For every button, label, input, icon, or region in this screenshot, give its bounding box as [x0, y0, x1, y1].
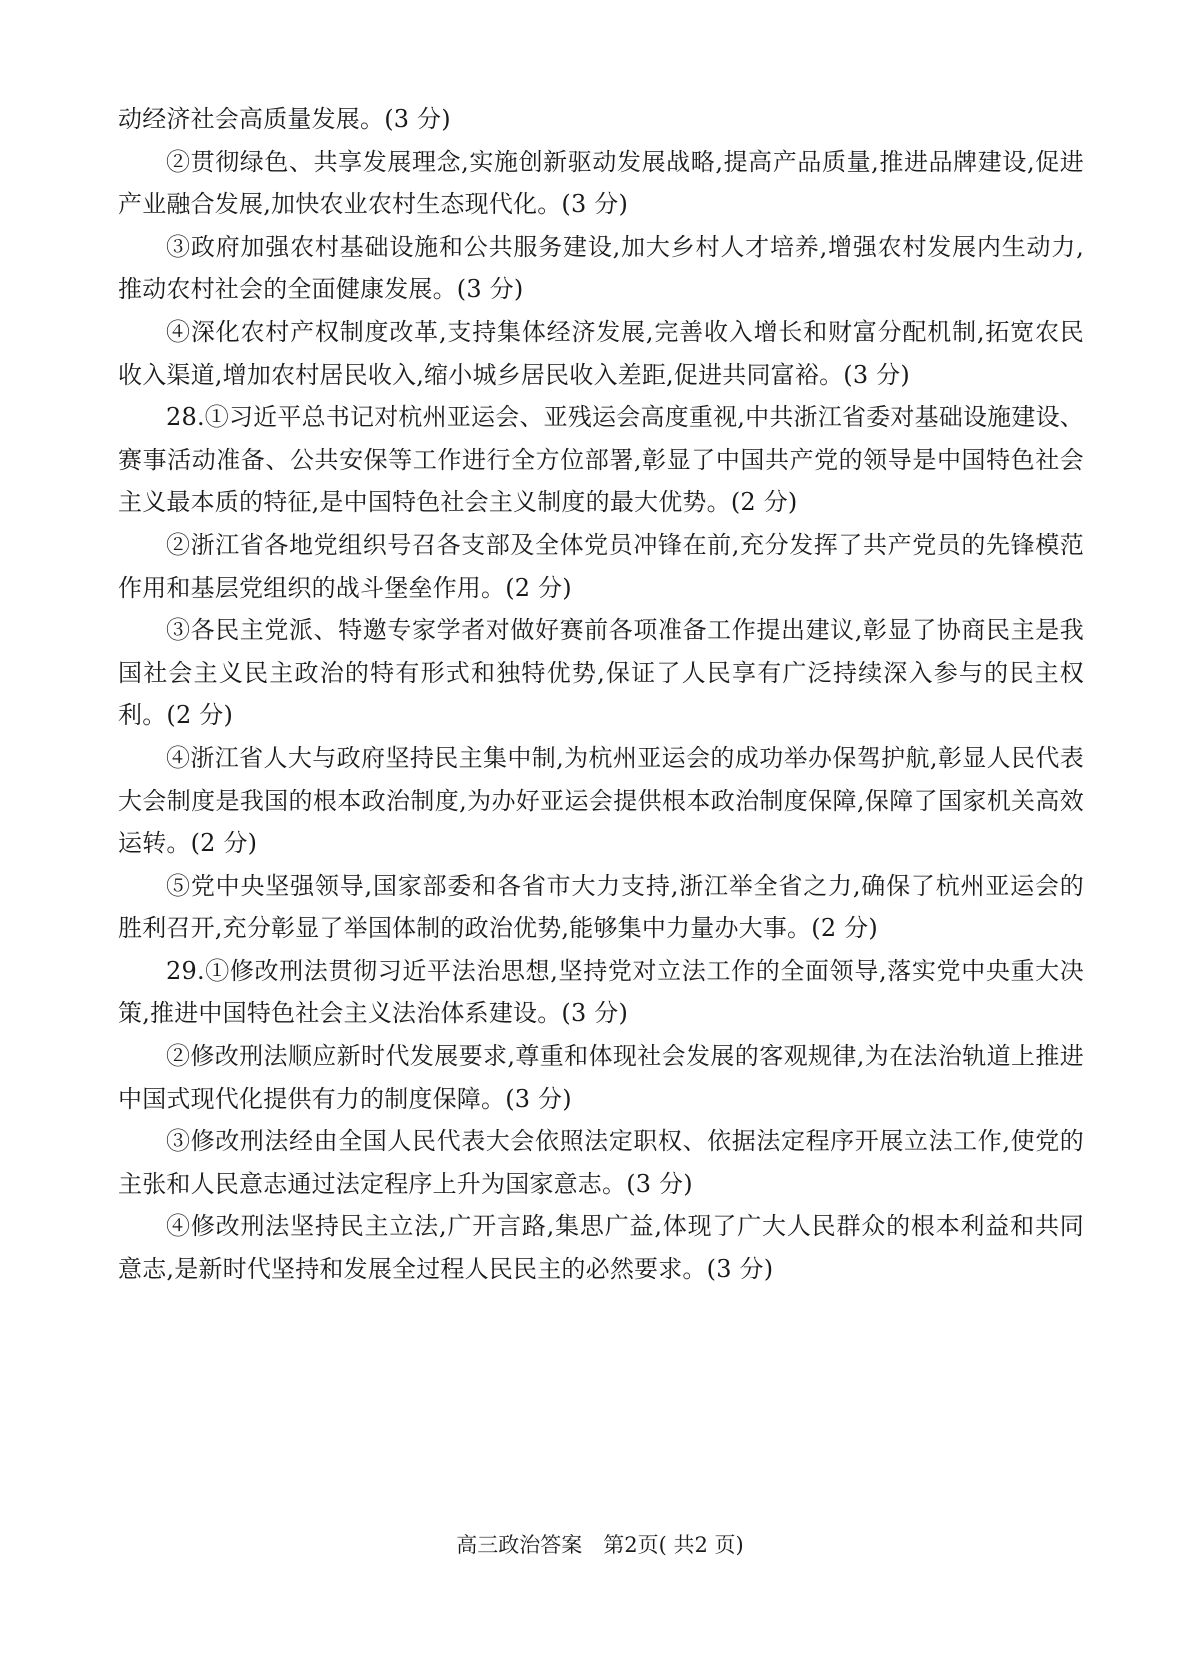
answer-item-28-1: 28.①习近平总书记对杭州亚运会、亚残运会高度重视,中共浙江省委对基础设施建设、赛事活动准备、公共安保等工作进行全方位部署,彰显了中国共产党的领导是中国特色社会主义最本质的特征,是中国特色社会主义制度的最大优势。(2 分) [118, 403, 1084, 517]
answer-item-29-2: ②修改刑法顺应新时代发展要求,尊重和体现社会发展的客观规律,为在法治轨道上推进中国式现代化提供有力的制度保障。(3 分) [118, 1042, 1084, 1113]
answer-item-29-3: ③修改刑法经由全国人民代表大会依照法定职权、依据法定程序开展立法工作,使党的主张和人民意志通过法定程序上升为国家意志。(3 分) [118, 1127, 1084, 1198]
answer-item-28-5: ⑤党中央坚强领导,国家部委和各省市大力支持,浙江举全省之力,确保了杭州亚运会的胜利召开,充分彰显了举国体制的政治优势,能够集中力量办大事。(2 分) [118, 871, 1084, 943]
answer-body [118, 98, 1084, 1291]
paragraph-continuation: 动经济社会高质量发展。(3 分) [118, 105, 451, 133]
answer-item-28-2: ②浙江省各地党组织号召各支部及全体党员冲锋在前,充分发挥了共产党员的先锋模范作用和基层党组织的战斗堡垒作用。(2 分) [118, 530, 1084, 602]
answer-item-29-4: ④修改刑法坚持民主立法,广开言路,集思广益,体现了广大人民群众的根本利益和共同意志,是新时代坚持和发展全过程人民民主的必然要求。(3 分) [118, 1212, 1084, 1284]
answer-item-27-3: ③政府加强农村基础设施和公共服务建设,加大乡村人才培养,增强农村发展内生动力,推动农村社会的全面健康发展。(3 分) [118, 232, 1084, 304]
answer-item-28-3: ③各民主党派、特邀专家学者对做好赛前各项准备工作提出建议,彰显了协商民主是我国社会主义民主政治的特有形式和独特优势,保证了人民享有广泛持续深入参与的民主权利。(2 分) [118, 616, 1084, 730]
answer-item-28-4: ④浙江省人大与政府坚持民主集中制,为杭州亚运会的成功举办保驾护航,彰显人民代表大会制度是我国的根本政治制度,为办好亚运会提供根本政治制度保障,保障了国家机关高效运转。(2 分) [118, 743, 1084, 858]
page-footer: 高三政治答案 第2页( 共2 页) [456, 1533, 744, 1557]
answer-item-27-4: ④深化农村产权制度改革,支持集体经济发展,完善收入增长和财富分配机制,拓宽农民收入渠道,增加农村居民收入,缩小城乡居民收入差距,促进共同富裕。(3 分) [118, 317, 1084, 389]
answer-item-27-2: ②贯彻绿色、共享发展理念,实施创新驱动发展战略,提高产品质量,推进品牌建设,促进产业融合发展,加快农业农村生态现代化。(3 分) [118, 147, 1084, 219]
answer-item-29-1: 29.①修改刑法贯彻习近平法治思想,坚持党对立法工作的全面领导,落实党中央重大决策,推进中国特色社会主义法治体系建设。(3 分) [118, 956, 1084, 1028]
